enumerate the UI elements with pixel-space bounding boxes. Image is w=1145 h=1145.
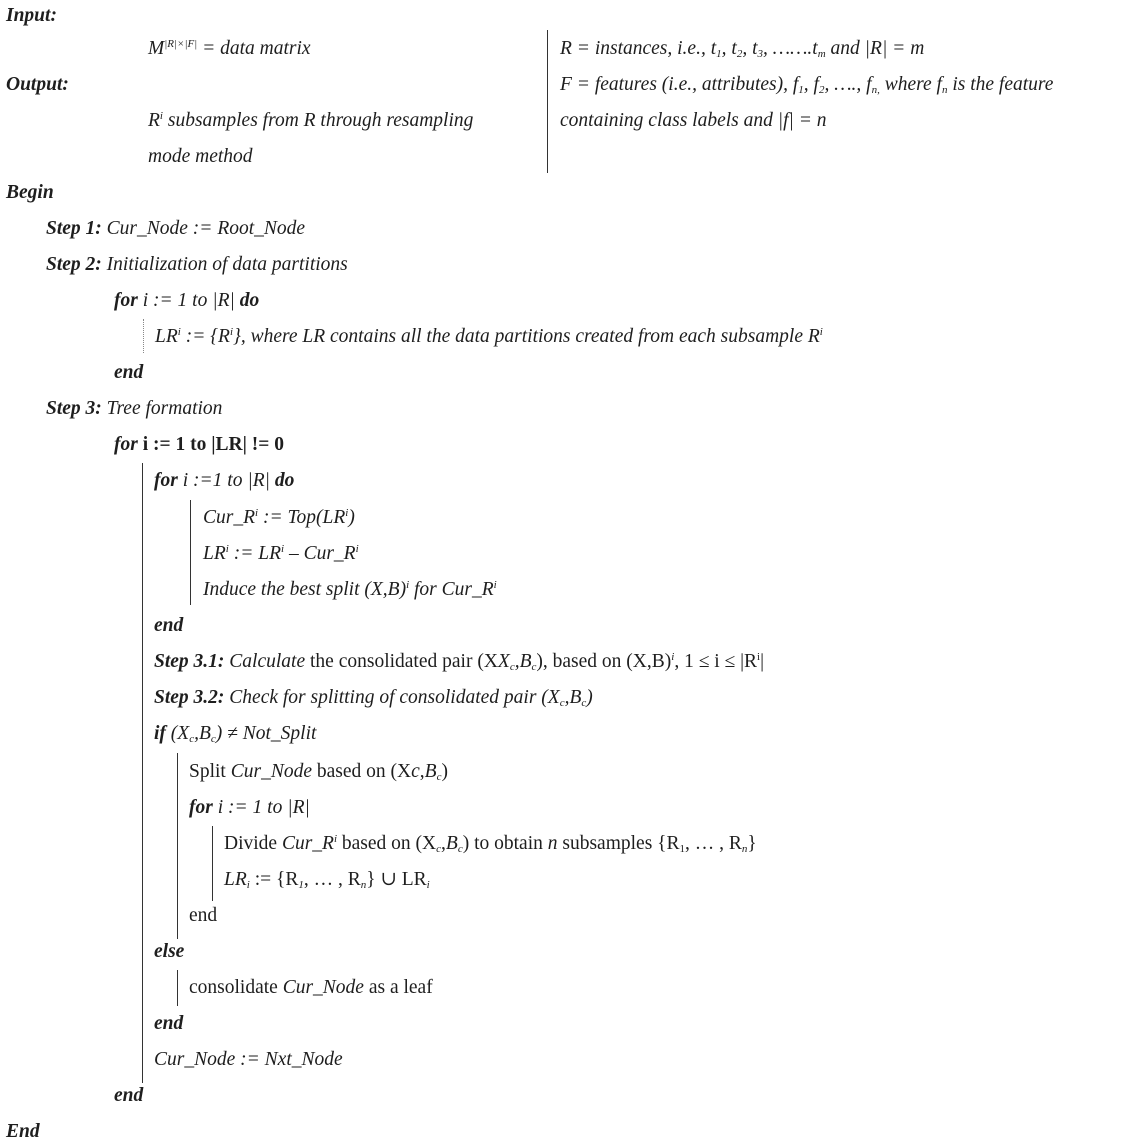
if-for-end: end (189, 905, 218, 926)
lr-update-line: $LR_i$ := {$R_1$, … , $R_n$} ∪ $LR_i$ (224, 869, 430, 891)
if-condition: if $(X_c,B_c)$ ≠ Not_Split (154, 723, 317, 745)
input-data-matrix: $M^{|R|\times|F|}$ = data matrix (148, 38, 311, 59)
inner-loop-guide (190, 500, 191, 605)
f-definition-cont: containing class labels and |f| = n (560, 110, 827, 131)
divide-line: Divide $Cur\_R^i$ based on $(X_c,B_c)$ to obtain n subsamples {$R_1$, … , $R_n$} (224, 833, 757, 855)
inner-body-line-2: $LR^i$ := $LR^i$ – $Cur\_R^i$ (203, 543, 359, 564)
output-line-1: $R^i$ subsamples from R through resampling (148, 110, 474, 131)
step-2: Step 2: Initialization of data partitions (46, 254, 348, 275)
next-node-line: Cur_Node := Nxt_Node (154, 1049, 343, 1070)
end-keyword: End (6, 1121, 40, 1142)
begin-keyword: Begin (6, 182, 54, 203)
step-1: Step 1: Cur_Node := Root_Node (46, 218, 306, 239)
if-for-guide (212, 826, 213, 901)
f-definition: F = features (i.e., attributes), $f_1$, $f_2$, …., $f_{n,}$ where $f_n$ is the feature (560, 74, 1054, 96)
r-definition: R = instances, i.e., $t_1$, $t_2$, $t_3$, $\dots\dots.t_m$ and |R| = m (560, 38, 925, 60)
if-end: end (154, 1013, 184, 1034)
step-2-loop-body: $LR^i$ := $\{R^i\}$, where LR contains all the data partitions created from each subsample $R^i$ (155, 326, 823, 347)
outer-loop-guide (142, 463, 143, 1083)
outer-for-loop: for i := 1 to |LR| != 0 (114, 434, 285, 455)
step-3: Step 3: Tree formation (46, 398, 223, 419)
outer-for-end: end (114, 1085, 144, 1106)
header-divider (547, 30, 548, 173)
leaf-line: consolidate Cur_Node as a leaf (189, 977, 433, 998)
step-3-2: Step 3.2: Check for splitting of consolidated pair $(X_c,B_c)$ (154, 687, 593, 709)
output-line-2: mode method (148, 146, 253, 167)
inner-for-end: end (154, 615, 184, 636)
else-body-guide (177, 970, 178, 1006)
split-node-line: Split Cur_Node based on $(Xc,B_c)$ (189, 761, 448, 783)
inner-body-line-1: $Cur\_R^i$ := $Top(LR^i)$ (203, 507, 355, 528)
else-keyword: else (154, 941, 185, 962)
step-2-for-loop: for i := 1 to |R| do (114, 290, 260, 311)
step-2-end: end (114, 362, 144, 383)
inner-body-line-3: Induce the best split $(X,B)^i$ for $Cur\_R^i$ (203, 579, 497, 600)
if-for-loop: for i := 1 to |R| (189, 797, 310, 818)
if-body-guide (177, 753, 178, 939)
step-3-1: Step 3.1: Calculate the consolidated pair $(XX_c,B_c)$, based on $(X,B)^i$, $1 \le i \le |R^i|$ (154, 651, 765, 673)
step-2-loop-guide (143, 319, 144, 353)
output-label: Output: (6, 74, 69, 95)
input-label: Input: (6, 5, 57, 26)
inner-for-loop: for i :=1 to |R| do (154, 470, 295, 491)
